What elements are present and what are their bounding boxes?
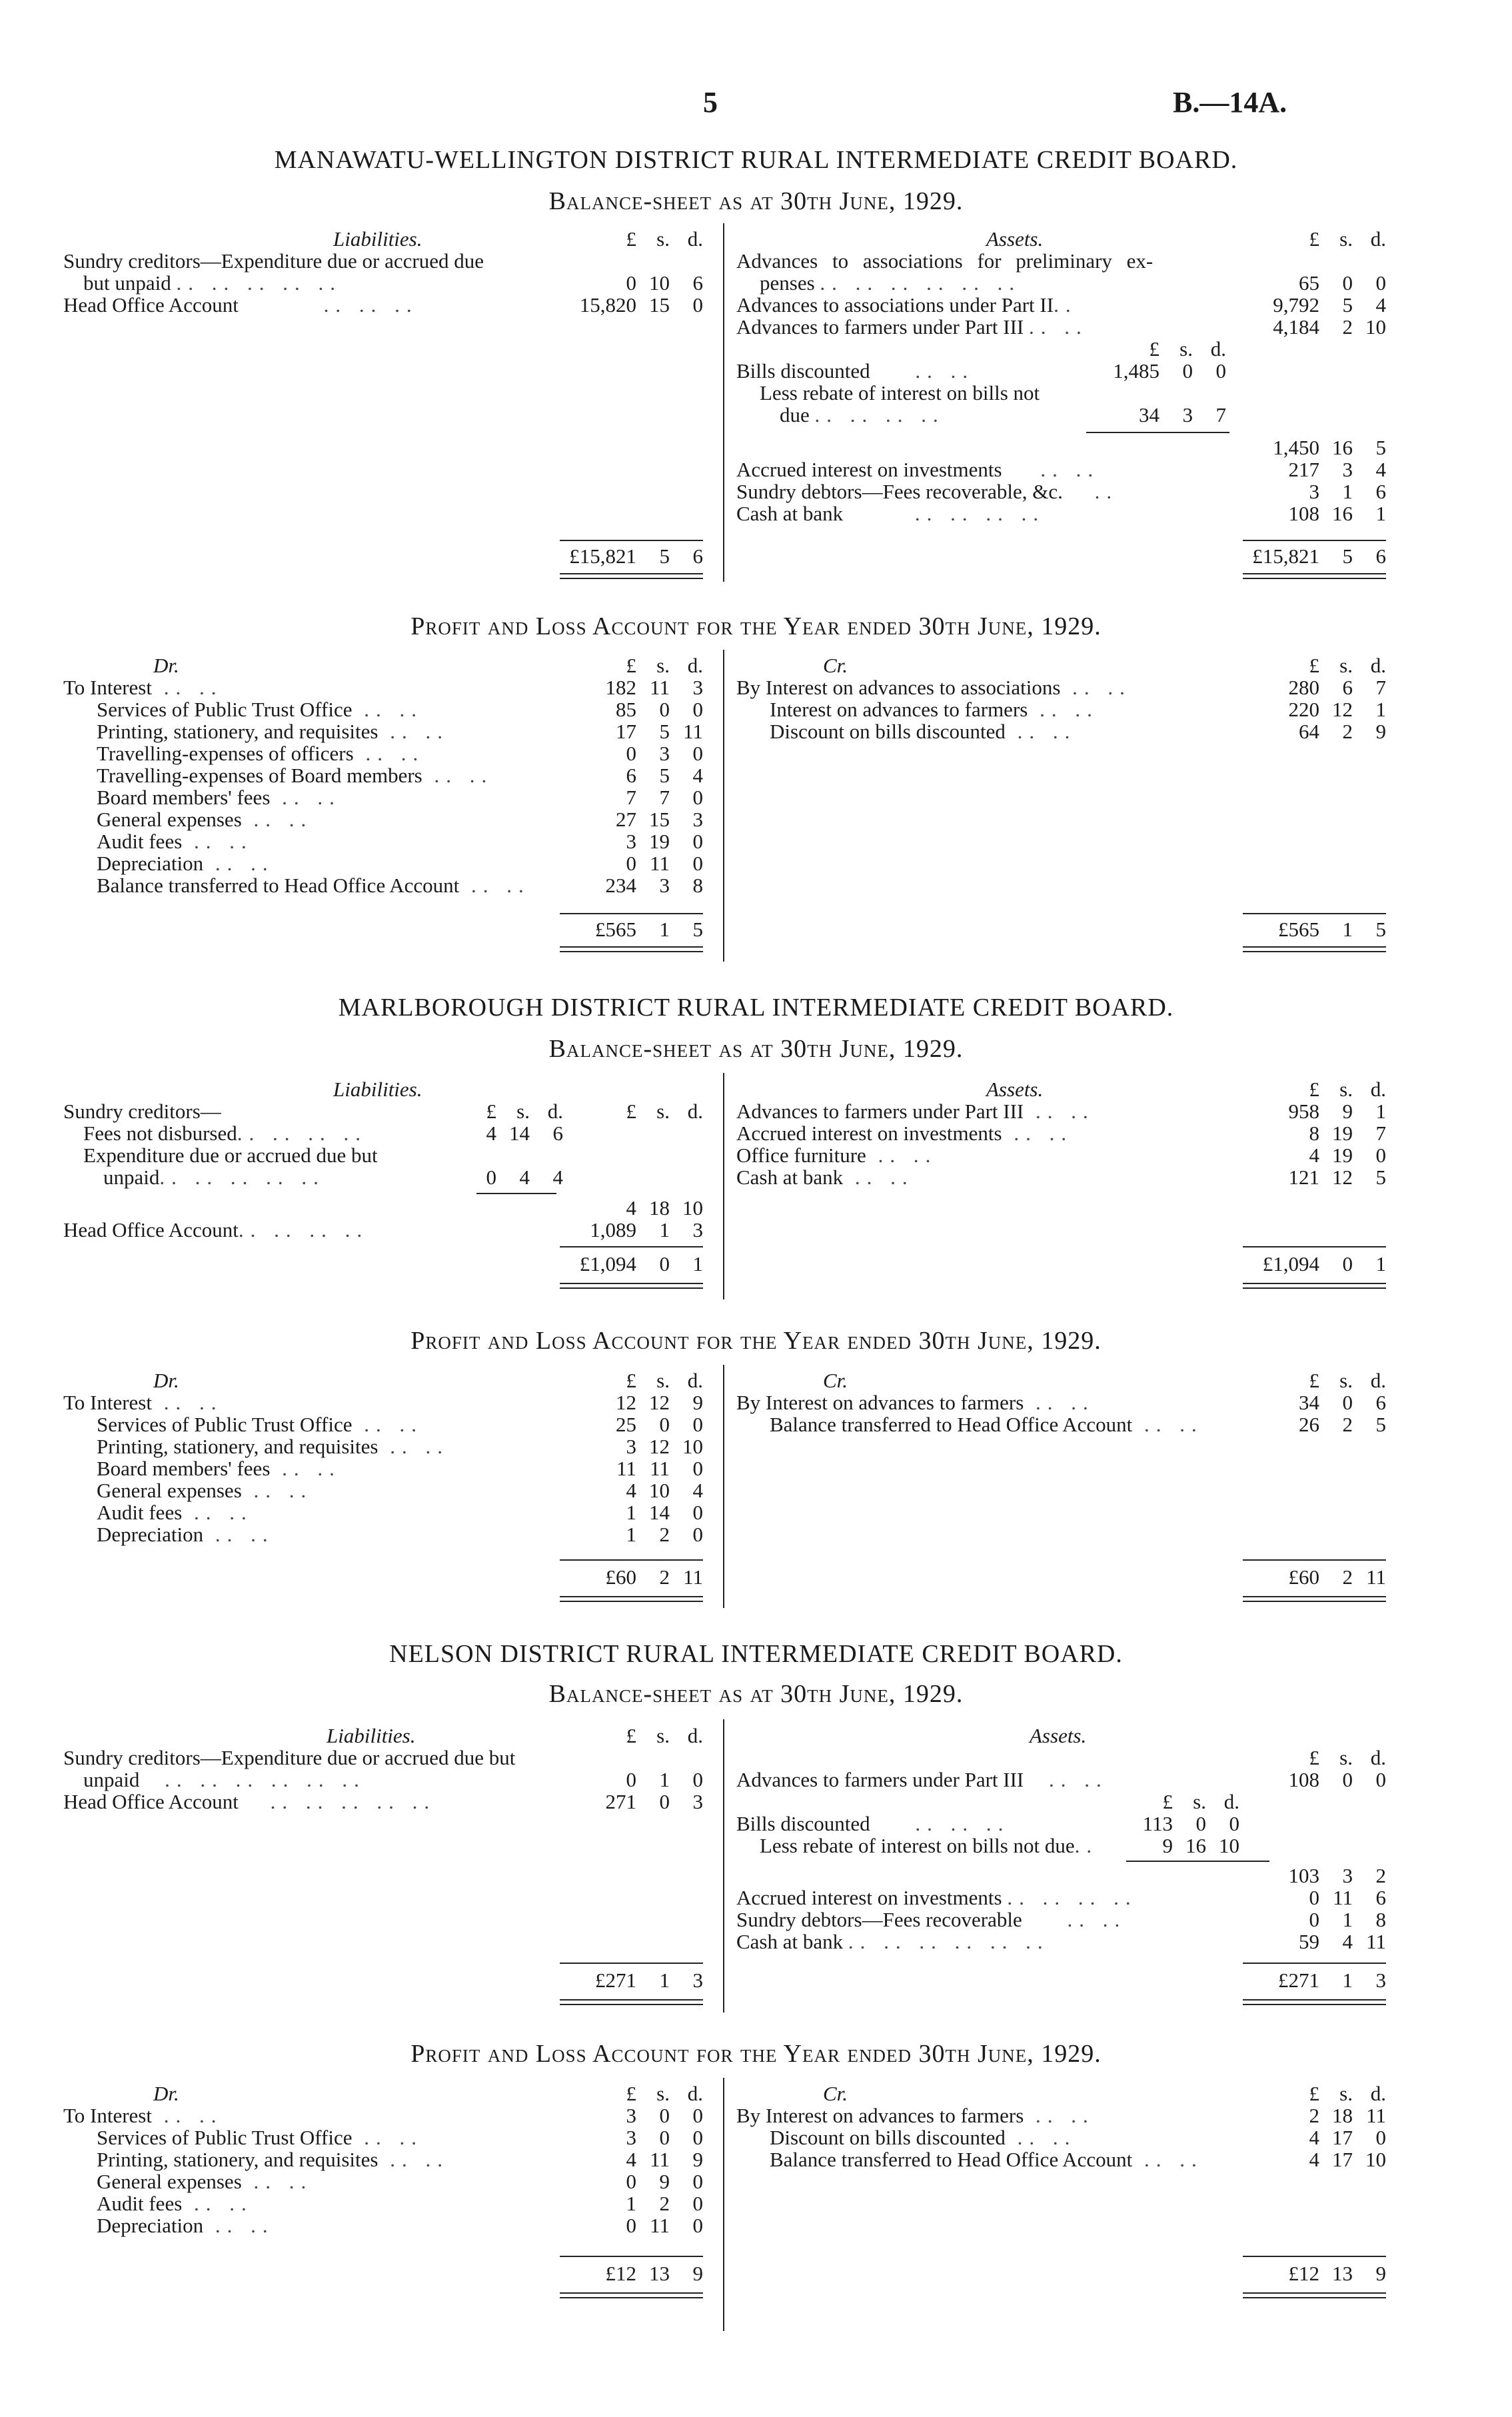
marlborough-assets-col-header: £ s. d.: [1309, 1078, 1386, 1101]
marlborough-liab-exp-amount: 0 4 4: [486, 1166, 563, 1189]
nelson-debit-row-amount: 1 2 0: [626, 2192, 703, 2215]
nelson-pl-divider: [723, 2078, 724, 2331]
marlborough-balance-sheet-title: Balance-sheet as at 30th June, 1929.: [548, 1035, 964, 1063]
manawatu-liab-col-header: £ s. d.: [626, 227, 703, 251]
manawatu-credit-row-amount: 64 2 9: [1299, 720, 1386, 743]
marlborough-debit-row-label: To Interest .. ..: [63, 1391, 223, 1414]
manawatu-liab-total-double-rule: [560, 573, 703, 579]
nelson-assets-total: £271 1 3: [1278, 1969, 1386, 1992]
nelson-debit-row-amount: 0 9 0: [626, 2170, 703, 2193]
manawatu-pl-cr-total-rule: [1243, 913, 1386, 914]
nelson-liab-sundry-amount: 0 1 0: [626, 1768, 703, 1791]
marlborough-asset-row-label: Cash at bank .. ..: [736, 1166, 914, 1189]
nelson-debit-row-label: Printing, stationery, and requisites .. ..: [97, 2148, 449, 2171]
manawatu-credit-row-label: Interest on advances to farmers .. ..: [770, 698, 1099, 721]
marlborough-pl-cr-col-header: £ s. d.: [1309, 1369, 1386, 1392]
manawatu-liab-total-rule: [560, 540, 703, 541]
manawatu-pl-cr-total-double-rule: [1243, 946, 1386, 952]
manawatu-asset-accrued-amount: 217 3 4: [1288, 458, 1386, 481]
manawatu-liab-sundry-label: Sundry creditors—Expenditure due or accrued due: [63, 249, 484, 273]
manawatu-credit-row-amount: 220 12 1: [1288, 698, 1386, 721]
marlborough-credit-row-label: Balance transferred to Head Office Account .. ..: [770, 1413, 1203, 1436]
marlborough-asset-row-label: Advances to farmers under Part III .. ..: [736, 1100, 1095, 1123]
manawatu-liab-total: £15,821 5 6: [569, 544, 703, 568]
manawatu-asset-accrued-label: Accrued interest on investments .. ..: [736, 458, 1100, 481]
manawatu-debit-row-amount: 0 11 0: [626, 852, 703, 875]
marlborough-credit-row-amount: 26 2 5: [1299, 1413, 1386, 1436]
manawatu-assets-total-double-rule: [1243, 573, 1386, 579]
manawatu-debit-row-label: Travelling-expenses of officers .. ..: [97, 742, 425, 765]
nelson-assets-col-header: £ s. d.: [1309, 1746, 1386, 1769]
manawatu-debit-row-amount: 27 15 3: [616, 808, 703, 831]
nelson-board-title: NELSON DISTRICT RURAL INTERMEDIATE CREDIT BOARD.: [389, 1640, 1123, 1668]
nelson-pl-dr: Dr.: [153, 2082, 179, 2105]
marlborough-liab-exp-label-2: unpaid.. .. .. .. ..: [103, 1166, 325, 1189]
manawatu-pl-cr-total: £565 1 5: [1278, 918, 1386, 941]
marlborough-debit-row-label: Audit fees .. ..: [97, 1501, 253, 1524]
manawatu-asset-bills-net-amount: 1,450 16 5: [1273, 436, 1386, 459]
page-number: 5: [703, 86, 718, 119]
nelson-liab-hoa-label: Head Office Account .. .. .. .. ..: [63, 1790, 436, 1813]
manawatu-balance-sheet-title: Balance-sheet as at 30th June, 1929.: [548, 187, 964, 215]
nelson-pl-cr-total: £12 13 9: [1288, 2262, 1386, 2285]
nelson-pl-cr-total-rule: [1243, 2256, 1386, 2257]
manawatu-asset-rebate-rule: [1086, 432, 1229, 433]
nelson-asset-accrued-amount: 0 11 6: [1309, 1886, 1386, 1909]
marlborough-pl-cr-total: £60 2 11: [1288, 1565, 1386, 1589]
manawatu-asset-rebate-label: Less rebate of interest on bills not: [760, 381, 1040, 404]
manawatu-pl-dr-total-rule: [560, 913, 703, 914]
manawatu-asset-bills-amount: 1,485 0 0: [1113, 359, 1226, 383]
manawatu-asset-assoc-prelim-amount: 65 0 0: [1299, 271, 1386, 295]
manawatu-liabilities-heading: Liabilities.: [333, 227, 422, 251]
marlborough-board-title: MARLBOROUGH DISTRICT RURAL INTERMEDIATE CREDIT BOARD.: [338, 994, 1174, 1022]
manawatu-asset-assoc-prelim-label: Advances to associations for preliminary ex-: [736, 249, 1153, 273]
nelson-asset-rebate-amount: 9 16 10: [1162, 1834, 1239, 1857]
manawatu-debit-row-amount: 3 19 0: [626, 830, 703, 853]
marlborough-asset-row-amount: 121 12 5: [1288, 1166, 1386, 1189]
marlborough-pl-dr-total: £60 2 11: [605, 1565, 703, 1589]
marlborough-assets-total-rule: [1243, 1246, 1386, 1247]
manawatu-asset-rebate-amount: 34 3 7: [1139, 403, 1226, 426]
manawatu-asset-cash-label: Cash at bank .. .. .. ..: [736, 502, 1046, 525]
nelson-asset-accrued-label: Accrued interest on investments .. .. .. ..: [736, 1886, 1137, 1909]
marlborough-debit-row-amount: 1 14 0: [626, 1501, 703, 1524]
manawatu-credit-row-amount: 280 6 7: [1288, 676, 1386, 699]
marlborough-debit-row-label: General expenses .. ..: [97, 1479, 313, 1502]
manawatu-liab-hoa-label: Head Office Account .. .. ..: [63, 293, 418, 317]
manawatu-board-title: MANAWATU-WELLINGTON DISTRICT RURAL INTERMEDIATE CREDIT BOARD.: [274, 146, 1238, 174]
marlborough-assets-total-double-rule: [1243, 1283, 1386, 1289]
nelson-asset-sub-col-header: £ s. d.: [1162, 1790, 1239, 1813]
manawatu-debit-row-label: To Interest .. ..: [63, 676, 223, 699]
nelson-pl-dr-total-rule: [560, 2256, 703, 2257]
marlborough-asset-row-label: Accrued interest on investments .. ..: [736, 1122, 1074, 1145]
nelson-assets-heading: Assets.: [1030, 1724, 1087, 1747]
manawatu-debit-row-amount: 7 7 0: [626, 786, 703, 809]
nelson-asset-bills-label: Bills discounted .. .. ..: [736, 1812, 1010, 1835]
marlborough-credit-row-amount: 34 0 6: [1299, 1391, 1386, 1414]
manawatu-pl-dr: Dr.: [153, 654, 179, 677]
marlborough-asset-row-label: Office furniture .. ..: [736, 1144, 938, 1167]
nelson-asset-bills-amount: 113 0 0: [1142, 1812, 1239, 1835]
nelson-debit-row-amount: 4 11 9: [626, 2148, 703, 2171]
nelson-liab-total: £271 1 3: [595, 1969, 703, 1992]
manawatu-assets-total-rule: [1243, 540, 1386, 541]
manawatu-pl-cr-col-header: £ s. d.: [1309, 654, 1386, 677]
nelson-asset-rebate-label: Less rebate of interest on bills not due..: [760, 1834, 1099, 1857]
nelson-debit-row-label: To Interest .. ..: [63, 2104, 223, 2127]
manawatu-asset-rebate-label-2: due .. .. .. ..: [780, 403, 945, 426]
nelson-pl-title: Profit and Loss Account for the Year ended 30th June, 1929.: [410, 2040, 1102, 2068]
manawatu-debit-row-amount: 17 5 11: [616, 720, 703, 743]
manawatu-asset-assoc-prelim-label-2: penses .. .. .. .. .. ..: [760, 271, 1022, 295]
nelson-asset-rebate-rule: [1126, 1861, 1269, 1862]
marlborough-pl-dr-total-rule: [560, 1559, 703, 1561]
nelson-liabilities-heading: Liabilities.: [327, 1724, 416, 1747]
nelson-credit-row-label: By Interest on advances to farmers .. ..: [736, 2104, 1095, 2127]
manawatu-pl-dr-total: £565 1 5: [595, 918, 703, 941]
marlborough-liab-fees-label: Fees not disbursed.. .. .. ..: [83, 1122, 368, 1145]
manawatu-asset-part3-label: Advances to farmers under Part III .. ..: [736, 315, 1088, 339]
marlborough-asset-row-amount: 958 9 1: [1288, 1100, 1386, 1123]
marlborough-pl-dr: Dr.: [153, 1369, 179, 1392]
nelson-asset-bills-net-amount: 103 3 2: [1288, 1864, 1386, 1887]
nelson-pl-dr-col-header: £ s. d.: [626, 2082, 703, 2105]
nelson-liab-sundry-label: Sundry creditors—Expenditure due or accrued due but: [63, 1746, 516, 1769]
manawatu-pl-dr-col-header: £ s. d.: [626, 654, 703, 677]
nelson-assets-total-double-rule: [1243, 1999, 1386, 2005]
manawatu-debit-row-label: Travelling-expenses of Board members .. ..: [97, 764, 494, 787]
marlborough-bs-divider: [723, 1073, 724, 1299]
marlborough-asset-row-amount: 4 19 0: [1309, 1144, 1386, 1167]
nelson-credit-row-amount: 4 17 0: [1309, 2126, 1386, 2149]
nelson-liab-total-rule: [560, 1963, 703, 1964]
manawatu-pl-title: Profit and Loss Account for the Year ended 30th June, 1929.: [410, 612, 1102, 640]
manawatu-asset-part3-amount: 4,184 2 10: [1273, 315, 1386, 339]
marlborough-debit-row-amount: 1 2 0: [626, 1523, 703, 1546]
nelson-debit-row-amount: 3 0 0: [626, 2126, 703, 2149]
manawatu-credit-row-label: By Interest on advances to associations .. ..: [736, 676, 1132, 699]
marlborough-debit-row-label: Printing, stationery, and requisites .. ..: [97, 1435, 449, 1458]
nelson-asset-cash-amount: 59 4 11: [1299, 1930, 1386, 1953]
nelson-debit-row-label: Audit fees .. ..: [97, 2192, 253, 2215]
marlborough-liab-sub-col-header: £ s. d.: [486, 1100, 563, 1123]
manawatu-asset-sundry-amount: 3 1 6: [1309, 480, 1386, 503]
manawatu-debit-row-label: General expenses .. ..: [97, 808, 313, 831]
marlborough-liabilities-heading: Liabilities.: [333, 1078, 422, 1101]
nelson-assets-total-rule: [1243, 1963, 1386, 1964]
manawatu-assets-total: £15,821 5 6: [1252, 544, 1386, 568]
marlborough-liab-fees-amount: 4 14 6: [486, 1122, 563, 1145]
marlborough-debit-row-label: Board members' fees .. ..: [97, 1457, 341, 1480]
manawatu-debit-row-label: Services of Public Trust Office .. ..: [97, 698, 423, 721]
manawatu-pl-cr: Cr.: [823, 654, 848, 677]
marlborough-debit-row-label: Depreciation .. ..: [97, 1523, 275, 1546]
nelson-liab-total-double-rule: [560, 1999, 703, 2005]
manawatu-debit-row-label: Printing, stationery, and requisites .. ..: [97, 720, 449, 743]
marlborough-liab-exp-label: Expenditure due or accrued due but: [83, 1144, 378, 1167]
nelson-liab-col-header: £ s. d.: [626, 1724, 703, 1747]
nelson-pl-cr-total-double-rule: [1243, 2292, 1386, 2298]
marlborough-debit-row-label: Services of Public Trust Office .. ..: [97, 1413, 423, 1436]
manawatu-debit-row-label: Board members' fees .. ..: [97, 786, 341, 809]
manawatu-asset-sundry-label: Sundry debtors—Fees recoverable, &c. ..: [736, 480, 1119, 503]
marlborough-liab-total-double-rule: [560, 1283, 703, 1289]
nelson-asset-sundry-amount: 0 1 8: [1309, 1908, 1386, 1931]
manawatu-asset-sub-col-header: £ s. d.: [1149, 337, 1226, 361]
marlborough-liab-sub-amount: 4 18 10: [626, 1196, 703, 1219]
manawatu-debit-row-label: Audit fees .. ..: [97, 830, 253, 853]
manawatu-asset-part2-amount: 9,792 5 4: [1273, 293, 1386, 317]
manawatu-asset-bills-label: Bills discounted .. ..: [736, 359, 975, 383]
nelson-debit-row-label: General expenses .. ..: [97, 2170, 313, 2193]
manawatu-debit-row-amount: 182 11 3: [605, 676, 703, 699]
marlborough-pl-divider: [723, 1365, 724, 1608]
manawatu-asset-cash-amount: 108 16 1: [1288, 502, 1386, 525]
marlborough-liab-sundry-label: Sundry creditors—: [63, 1100, 221, 1123]
marlborough-assets-heading: Assets.: [986, 1078, 1044, 1101]
marlborough-credit-row-label: By Interest on advances to farmers .. ..: [736, 1391, 1095, 1414]
manawatu-liab-hoa-amount: 15,820 15 0: [579, 293, 703, 317]
manawatu-assets-col-header: £ s. d.: [1309, 227, 1386, 251]
nelson-asset-cash-label: Cash at bank .. .. .. .. .. ..: [736, 1930, 1050, 1953]
marlborough-pl-cr: Cr.: [823, 1369, 848, 1392]
manawatu-liab-sundry-amount: 0 10 6: [626, 271, 703, 295]
manawatu-debit-row-amount: 234 3 8: [605, 874, 703, 897]
nelson-liab-sundry-label-2: unpaid .. .. .. .. .. ..: [83, 1768, 366, 1791]
marlborough-pl-cr-total-double-rule: [1243, 1596, 1386, 1602]
marlborough-pl-title: Profit and Loss Account for the Year ended 30th June, 1929.: [410, 1327, 1102, 1355]
manawatu-debit-row-amount: 6 5 4: [626, 764, 703, 787]
nelson-asset-part3-amount: 108 0 0: [1288, 1768, 1386, 1791]
marlborough-pl-dr-col-header: £ s. d.: [626, 1369, 703, 1392]
nelson-asset-sundry-label: Sundry debtors—Fees recoverable .. ..: [736, 1908, 1127, 1931]
nelson-credit-row-label: Discount on bills discounted .. ..: [770, 2126, 1077, 2149]
nelson-debit-row-label: Depreciation .. ..: [97, 2214, 275, 2237]
manawatu-debit-row-label: Balance transferred to Head Office Account .. ..: [97, 874, 530, 897]
nelson-balance-sheet-title: Balance-sheet as at 30th June, 1929.: [548, 1680, 964, 1708]
marlborough-debit-row-amount: 25 0 0: [616, 1413, 703, 1436]
marlborough-debit-row-amount: 4 10 4: [626, 1479, 703, 1502]
nelson-credit-row-amount: 2 18 11: [1309, 2104, 1386, 2127]
manawatu-assets-heading: Assets.: [986, 227, 1044, 251]
marlborough-debit-row-amount: 11 11 0: [616, 1457, 703, 1480]
nelson-debit-row-label: Services of Public Trust Office .. ..: [97, 2126, 423, 2149]
nelson-pl-cr-col-header: £ s. d.: [1309, 2082, 1386, 2105]
manawatu-asset-part2-label: Advances to associations under Part II..: [736, 293, 1078, 317]
nelson-debit-row-amount: 3 0 0: [626, 2104, 703, 2127]
marlborough-debit-row-amount: 3 12 10: [626, 1435, 703, 1458]
marlborough-liab-hoa-amount: 1,089 1 3: [590, 1218, 703, 1241]
marlborough-assets-total: £1,094 0 1: [1262, 1252, 1386, 1275]
nelson-pl-dr-total: £12 13 9: [605, 2262, 703, 2285]
marlborough-liab-sub-rule: [476, 1193, 556, 1194]
marlborough-liab-col-header: £ s. d.: [626, 1100, 703, 1123]
document-reference: B.—14A.: [1173, 86, 1287, 119]
nelson-debit-row-amount: 0 11 0: [626, 2214, 703, 2237]
nelson-pl-cr: Cr.: [823, 2082, 848, 2105]
manawatu-pl-divider: [723, 650, 724, 962]
nelson-credit-row-label: Balance transferred to Head Office Account .. ..: [770, 2148, 1203, 2171]
manawatu-bs-divider: [723, 223, 724, 582]
manawatu-debit-row-amount: 85 0 0: [616, 698, 703, 721]
nelson-pl-dr-total-double-rule: [560, 2292, 703, 2298]
manawatu-liab-sundry-label-2: but unpaid .. .. .. .. ..: [83, 271, 342, 295]
nelson-credit-row-amount: 4 17 10: [1309, 2148, 1386, 2171]
marlborough-liab-hoa-label: Head Office Account.. .. .. ..: [63, 1218, 369, 1241]
marlborough-asset-row-amount: 8 19 7: [1309, 1122, 1386, 1145]
manawatu-debit-row-label: Depreciation .. ..: [97, 852, 275, 875]
marlborough-liab-total-rule: [560, 1246, 703, 1247]
manawatu-pl-dr-total-double-rule: [560, 946, 703, 952]
marlborough-liab-total: £1,094 0 1: [579, 1252, 703, 1275]
marlborough-debit-row-amount: 12 12 9: [616, 1391, 703, 1414]
manawatu-credit-row-label: Discount on bills discounted .. ..: [770, 720, 1077, 743]
manawatu-debit-row-amount: 0 3 0: [626, 742, 703, 765]
nelson-liab-hoa-amount: 271 0 3: [605, 1790, 703, 1813]
marlborough-pl-dr-total-double-rule: [560, 1596, 703, 1602]
nelson-bs-divider: [723, 1719, 724, 2013]
nelson-asset-part3-label: Advances to farmers under Part III .. ..: [736, 1768, 1108, 1791]
marlborough-pl-cr-total-rule: [1243, 1559, 1386, 1561]
